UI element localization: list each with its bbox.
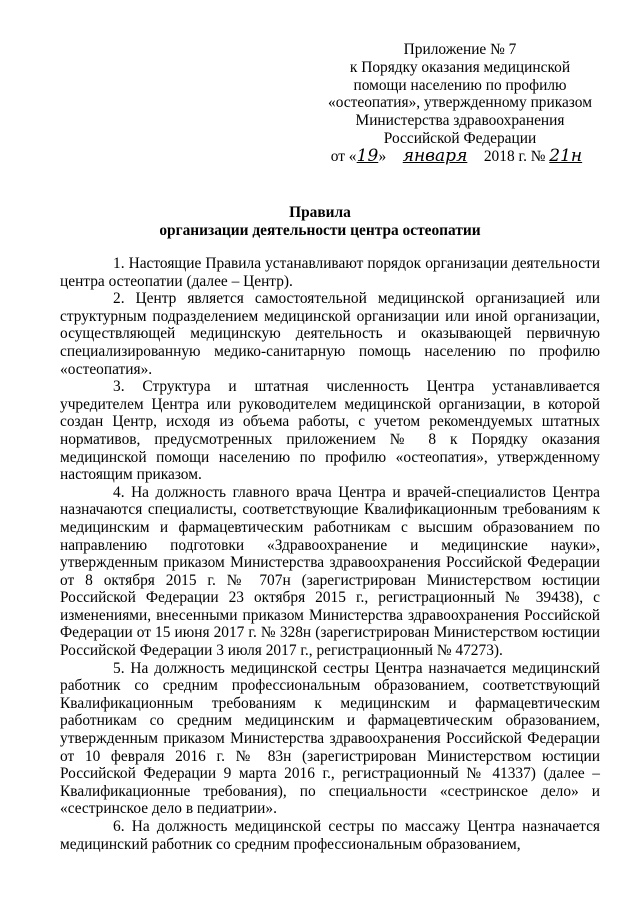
paragraph: 1. Настоящие Правила устанавливают порядок организации деятельности центра остеопатии (далее – Центр).	[60, 255, 600, 290]
appendix-ref-line: «остеопатия», утвержденному приказом	[328, 94, 592, 112]
paragraph: 6. На должность медицинской сестры по массажу Центра назначается медицинский работник со средним профессиональным образованием,	[60, 818, 600, 853]
date-year: 2018 г. №	[480, 147, 550, 165]
handwritten-order-number: 21н	[549, 145, 583, 166]
appendix-ref-line: Российской Федерации	[383, 129, 537, 147]
document-body	[60, 255, 600, 853]
title-line: организации деятельности центра остеопатии	[159, 222, 481, 239]
appendix-ref-line: Министерства здравоохранения	[355, 112, 565, 130]
appendix-ref-line: помощи населению по профилю	[353, 76, 567, 94]
handwritten-month: января	[402, 145, 468, 166]
appendix-header	[300, 41, 620, 166]
order-date-line	[300, 145, 620, 166]
date-mid: »	[378, 147, 391, 165]
paragraph: 4. На должность главного врача Центра и врачей-специалистов Центра назначаются специалисты, соответствующие Квалификационным требованиям к медицинским и фармацевтическим работникам с высшим образованием по направлению подготовки «Здравоохранение и медицинские науки», утвержденным приказом Министерства здравоохранения Российской Федерации от 8 октября 2015 г. № 707н (зарегистрирован Министерством юстиции Российской Федерации 23 октября 2015 г., регистрационный № 39438), с изменениями, внесенными приказом Министерства здравоохранения Российской Федерации от 15 июня 2017 г. № 328н (зарегистрирован Министерством юстиции Российской Федерации 3 июля 2017 г., регистрационный № 47273).	[60, 483, 600, 660]
paragraph: 2. Центр является самостоятельной медицинской организацией или структурным подразделением медицинской организации или иной организации, осуществляющей медицинскую деятельность и оказывающей первичную специализированную медико-санитарную помощь населению по профилю «остеопатия».	[60, 290, 600, 378]
paragraph: 3. Структура и штатная численность Центра устанавливается учредителем Центра или руководителем медицинской организации, в которой создан Центр, исходя из объема работы, с учетом рекомендуемых штатных нормативов, предусмотренных приложением № 8 к Порядку оказания медицинской помощи населению по профилю «остеопатия», утвержденному настоящим приказом.	[60, 378, 600, 484]
date-prefix: от «	[330, 147, 357, 165]
appendix-ref-line: к Порядку оказания медицинской	[349, 58, 571, 76]
title-line: Правила	[289, 204, 351, 221]
handwritten-day: 19	[356, 145, 379, 166]
paragraph: 5. На должность медицинской сестры Центра назначается медицинский работник со средним профессиональным образованием, соответствующий Квалификационным требованиям к медицинским и фармацевтическим работникам со средним медицинским и фармацевтическим образованием, утвержденным приказом Министерства здравоохранения Российской Федерации от 10 февраля 2016 г. № 83н (зарегистрирован Министерством юстиции Российской Федерации 9 марта 2016 г., регистрационный № 41337) (далее – Квалификационные требования), по специальности «сестринское дело» и «сестринское дело в педиатрии».	[60, 659, 600, 818]
appendix-number: Приложение № 7	[403, 41, 517, 58]
document-title	[0, 204, 640, 240]
